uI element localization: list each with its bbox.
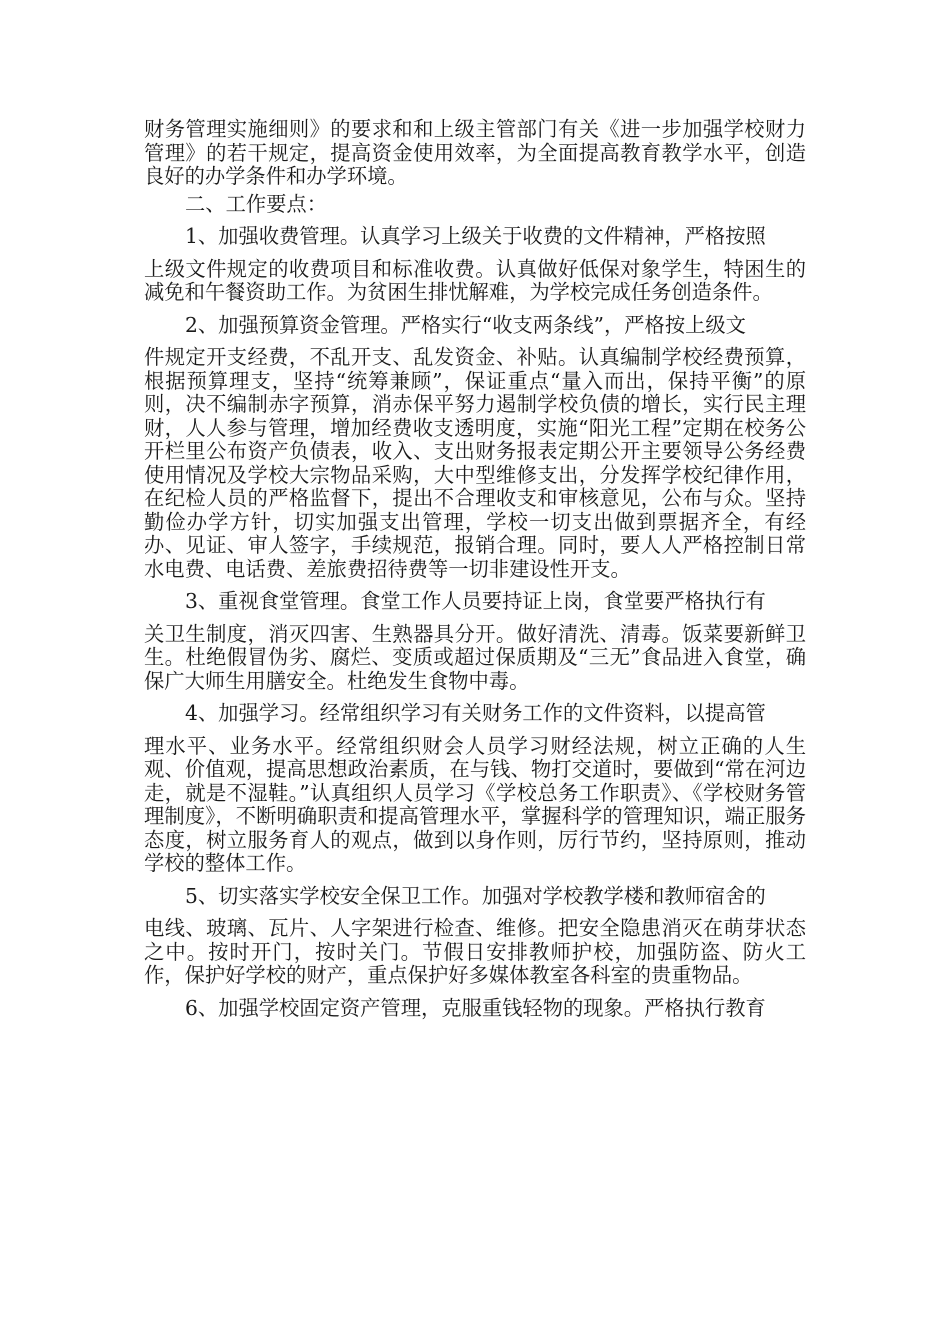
item-5-body: 电线、玻璃、瓦片、人字架进行检查、维修。把安全隐患消灭在萌芽状态之中。按时开门，按时关门。节假日安排教师护校，加强防盗、防火工作，保护好学校的财产，重点保护好多媒体教室各科室的贵重物品。 [144, 916, 806, 987]
item-4 [144, 702, 806, 876]
item-3-first-line: 3、重视食堂管理。食堂工作人员要持证上岗，食堂要严格执行有 [185, 589, 766, 613]
document-page [144, 118, 806, 1029]
item-3-body: 关卫生制度，消灭四害、生熟器具分开。做好清洗、清毒。饭菜要新鲜卫生。杜绝假冒伪劣、腐烂、变质或超过保质期及“三无”食品进入食堂，确保广大师生用膳安全。杜绝发生食物中毒。 [144, 621, 806, 693]
section-heading: 二、工作要点： [185, 191, 327, 216]
item-6 [144, 997, 806, 1021]
item-5-first-line: 5、切实落实学校安全保卫工作。加强对学校教学楼和教师宿舍的 [185, 883, 766, 908]
item-2-body: 件规定开支经费，不乱开支、乱发资金、补贴。认真编制学校经费预算，根据预算理支，坚持“统筹兼顾”，保证重点“量入而出，保持平衡”的原则，决不编制赤字预算，消赤保平努力遏制学校负债的增长，实行民主理财，人人参与管理，增加经费收支透明度，实施“阳光工程”定期在校务公开栏里公布资产负债表，收入、支出财务报表定期公开主要领导公务经费使用情况及学校大宗物品采购，大中型维修支出，分发挥学校纪律作用，在纪检人员的严格监督下，提出不合理收支和审核意见，公布与众。坚持勤俭办学方针，切实加强支出管理，学校一切支出做到票据齐全，有经办、见证、审人签字，手续规范，报销合理。同时，要人人严格控制日常水电费、电话费、差旅费招待费等一切非建设性开支。 [144, 345, 806, 581]
item-1 [144, 225, 806, 305]
item-6-first-line: 6、加强学校固定资产管理，克服重钱轻物的现象。严格执行教育 [185, 995, 766, 1020]
intro-paragraph: 财务管理实施细则》的要求和和上级主管部门有关《进一步加强学校财力管理》的若干规定，提高资金使用效率，为全面提高教育教学水平，创造良好的办学条件和办学环境。 [144, 117, 806, 188]
item-1-body: 上级文件规定的收费项目和标准收费。认真做好低保对象学生，特困生的减免和午餐资助工作。为贫困生排忧解难，为学校完成任务创造条件。 [144, 256, 806, 304]
item-3 [144, 590, 806, 693]
item-1-first-line: 1、加强收费管理。认真学习上级关于收费的文件精神，严格按照 [185, 224, 766, 248]
item-2 [144, 314, 806, 582]
item-2-first-line: 2、加强预算资金管理。严格实行“收支两条线”，严格按上级文 [185, 312, 746, 337]
item-5 [144, 885, 806, 988]
item-4-body: 理水平、业务水平。经常组织财会人员学习财经法规，树立正确的人生观、价值观，提高思想政治素质，在与钱、物打交道时，要做到“常在河边走，就是不湿鞋。”认真组织人员学习《学校总务工作职责》、《学校财务管理制度》，不断明确职责和提高管理水平，掌握科学的管理知识，端正服务态度，树立服务育人的观点，做到以身作则，厉行节约，坚持原则，推动学校的整体工作。 [144, 733, 806, 875]
item-4-first-line: 4、加强学习。经常组织学习有关财务工作的文件资料，以提高管 [185, 701, 766, 725]
